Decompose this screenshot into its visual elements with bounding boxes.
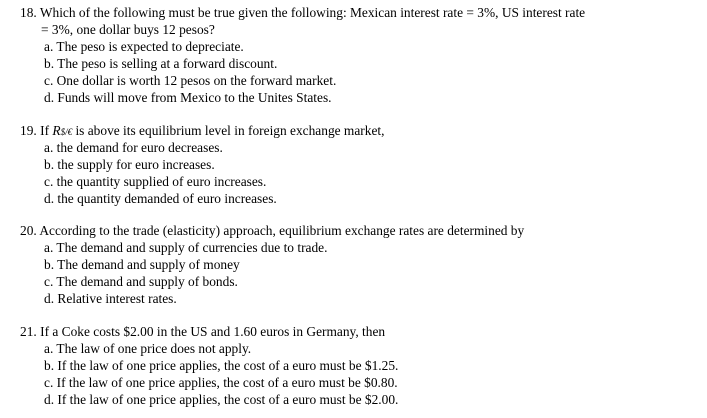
question-text: If a Coke costs $2.00 in the US and 1.60 euros in Germany, then xyxy=(40,324,386,339)
option-a: a. The peso is expected to depreciate. xyxy=(44,39,244,54)
question-19 xyxy=(20,122,700,207)
question-18 xyxy=(20,4,700,106)
option-a: a. The law of one price does not apply. xyxy=(44,341,252,356)
option-d: d. If the law of one price applies, the cost of a euro must be $2.00. xyxy=(44,392,399,407)
option-d: d. Funds will move from Mexico to the Unites States. xyxy=(44,90,332,105)
option-c: c. the quantity supplied of euro increases. xyxy=(44,174,267,189)
exchange-rate-variable: R xyxy=(52,123,61,138)
exchange-rate-symbol xyxy=(52,123,72,138)
option-c: c. One dollar is worth 12 pesos on the forward market. xyxy=(44,73,337,88)
question-stem xyxy=(20,323,700,340)
question-stem xyxy=(20,4,700,21)
question-stem xyxy=(20,122,700,139)
question-number: 20. xyxy=(20,223,37,238)
question-text: Which of the following must be true given the following: Mexican interest rate = 3%, US interest rate xyxy=(39,5,586,20)
option-d: d. Relative interest rates. xyxy=(44,291,177,306)
question-text: According to the trade (elasticity) approach, equilibrium exchange rates are determined by xyxy=(39,223,525,238)
option-b: b. If the law of one price applies, the cost of a euro must be $1.25. xyxy=(44,358,399,373)
option-c: c. The demand and supply of bonds. xyxy=(44,274,238,289)
question-text-suffix: is above its equilibrium level in foreign exchange market, xyxy=(75,123,385,138)
option-b: b. the supply for euro increases. xyxy=(44,157,215,172)
option-c: c. If the law of one price applies, the cost of a euro must be $0.80. xyxy=(44,375,398,390)
option-b: b. The peso is selling at a forward discount. xyxy=(44,56,278,71)
option-a: a. the demand for euro decreases. xyxy=(44,140,223,155)
question-number: 21. xyxy=(20,324,37,339)
question-20 xyxy=(20,222,700,307)
option-d: d. the quantity demanded of euro increases. xyxy=(44,191,277,206)
question-stem-continuation: = 3%, one dollar buys 12 pesos? xyxy=(41,22,215,37)
exchange-rate-subscript: $/€ xyxy=(60,127,73,137)
question-number: 18. xyxy=(20,5,37,20)
question-text-prefix: If xyxy=(40,123,50,138)
question-stem xyxy=(20,222,700,239)
question-number: 19. xyxy=(20,123,37,138)
option-b: b. The demand and supply of money xyxy=(44,257,240,272)
question-21 xyxy=(20,323,700,408)
option-a: a. The demand and supply of currencies due to trade. xyxy=(44,240,328,255)
